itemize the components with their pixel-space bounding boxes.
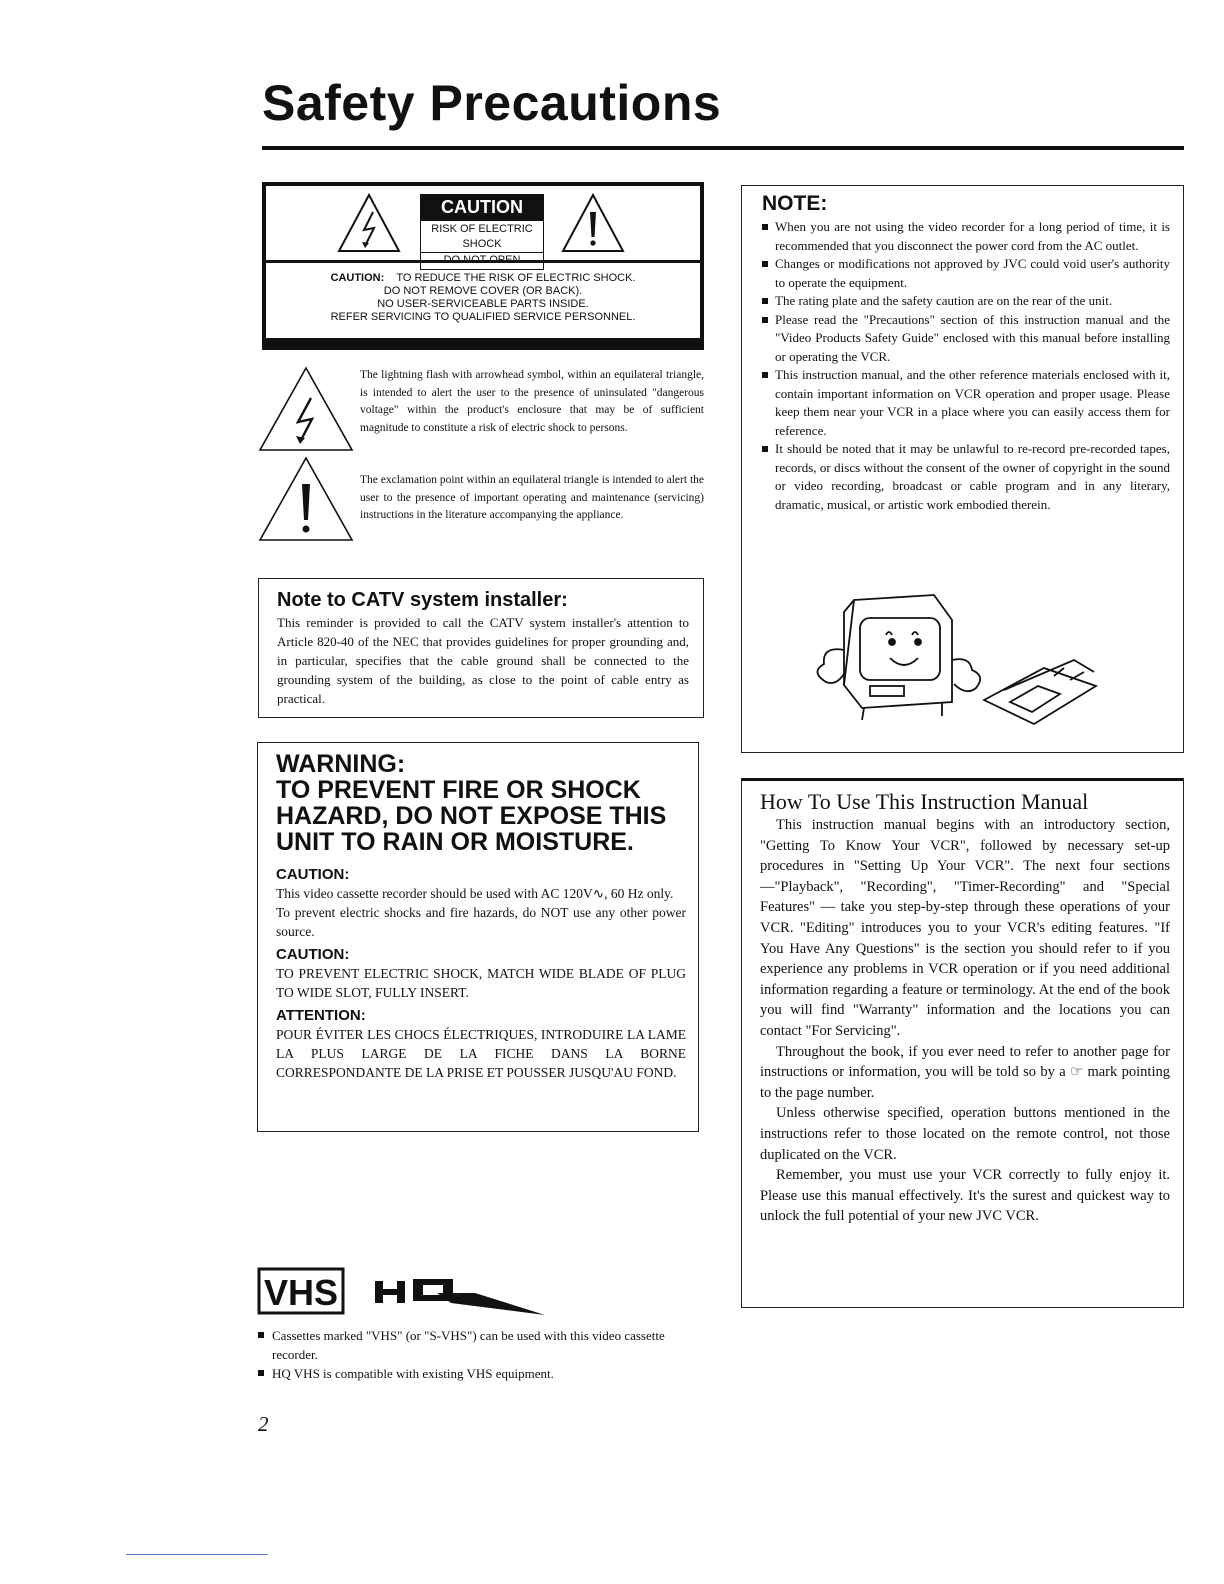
caution-heading: CAUTION:: [276, 866, 350, 883]
caution-divider: [266, 260, 700, 263]
bullet-item: Cassettes marked "VHS" (or "S-VHS") can be used with this video cassette recorder.: [258, 1326, 704, 1364]
warning-body: [276, 861, 686, 1082]
lightning-triangle-icon: [258, 366, 354, 452]
warning-line: TO PREVENT FIRE OR SHOCK: [276, 776, 641, 804]
howto-title: How To Use This Instruction Manual: [760, 789, 1089, 814]
caution-line: DO NOT REMOVE COVER (OR BACK).: [383, 285, 583, 297]
exclamation-triangle-icon: [258, 456, 354, 542]
page-title: Safety Precautions: [262, 75, 722, 131]
caution-line: TO REDUCE THE RISK OF ELECTRIC SHOCK.: [396, 272, 636, 284]
howto-box: [741, 778, 1184, 1308]
howto-body: [760, 815, 1170, 1227]
catv-text: This reminder is provided to call the CATV system installer's attention to Article 820-40 of the NEC that provides guidelines for proper grounding and, in particular, specifies that the cable ground shall be connected to the grounding system of the building, as close to the point of cable entry as practical.: [277, 615, 689, 706]
caution-sub-line: RISK OF ELECTRIC SHOCK: [421, 222, 543, 253]
tv-mascot-illustration: [814, 590, 1114, 740]
vhs-logo: [259, 1269, 343, 1313]
title-rule: [262, 146, 1184, 150]
pointing-hand-icon: ☞: [1070, 1064, 1084, 1081]
warning-line: WARNING:: [276, 750, 406, 778]
exclamation-symbol-text: The exclamation point within an equilateral triangle is intended to alert the user to the presence of important operating and maintenance (servicing) instructions in the literature accompanying the appliance.: [360, 474, 704, 521]
warning-heading: [276, 751, 666, 855]
howto-paragraph: Remember, you must use your VCR correctly to fully enjoy it. Please use this manual effectively. It's the surest and quickest way to unlock the full potential of your new JVC VCR.: [760, 1167, 1170, 1225]
caution-bottom-bar: [266, 338, 700, 346]
howto-paragraph: Unless otherwise specified, operation buttons mentioned in the instructions refer to those located on the remote control, not those duplicated on the VCR.: [760, 1105, 1170, 1163]
howto-text: Throughout the book, if you ever need to refer to another page for instructions or information, you will be told so by a: [760, 1043, 1170, 1081]
warning-line: HAZARD, DO NOT EXPOSE THIS: [276, 802, 667, 830]
warning-line: UNIT TO RAIN OR MOISTURE.: [276, 828, 634, 856]
hq-logo: [375, 1279, 545, 1315]
catv-note-box: [258, 578, 704, 718]
note-item: When you are not using the video recorder for a long period of time, it is recommended that you disconnect the power cord from the AC outlet.: [762, 218, 1170, 255]
page-number: 2: [258, 1412, 269, 1436]
note-box: [741, 185, 1184, 753]
caution-heading: CAUTION:: [276, 946, 350, 963]
note-item: Changes or modifications not approved by JVC could void user's authority to operate the equipment.: [762, 255, 1170, 292]
note-item: The rating plate and the safety caution are on the rear of the unit.: [762, 292, 1170, 311]
caution-paragraph: TO PREVENT ELECTRIC SHOCK, MATCH WIDE BLADE OF PLUG TO WIDE SLOT, FULLY INSERT.: [276, 966, 686, 1000]
caution-paragraph: This video cassette recorder should be used with AC 120V∿, 60 Hz only.: [276, 886, 674, 901]
lightning-symbol-text: The lightning flash with arrowhead symbol, within an equilateral triangle, is intended to alert the user to the presence of uninsulated "dangerous voltage" within the product's enclosure that may be of sufficient magnitude to constitute a risk of electric shock to persons.: [360, 369, 704, 434]
note-title: NOTE:: [762, 192, 828, 215]
caution-label: [262, 182, 704, 350]
warning-box: [257, 742, 699, 1132]
logo-row: [257, 1265, 557, 1326]
howto-paragraph: This instruction manual begins with an introductory section, "Getting To Know Your VCR", followed by necessary set-up procedures in "Setting Up Your VCR". The next four sections —"Playback", "Recording", "Timer-Recording" and "Special Features" — take you step-by-step through these operations of your VCR. "Editing" introduces you to your VCR's editing features. "If You Have Any Questions" is the section you should refer to if you experience any problems in VCR operation or if you need additional information regarding a feature or terminology. At the end of the book you will find "Warranty" information and the locations you can contact "For Servicing".: [760, 817, 1170, 1039]
howto-text: mark pointing to the page number.: [760, 1064, 1170, 1101]
note-item: This instruction manual, and the other reference materials enclosed with it, contain important information on VCR operation and proper usage. Please keep them near your VCR in a place where you can easily access them for reference.: [762, 366, 1170, 440]
caution-word: CAUTION: [420, 194, 544, 220]
attention-heading: ATTENTION:: [276, 1007, 366, 1024]
bottom-bullets: [258, 1326, 704, 1383]
bullet-item: HQ VHS is compatible with existing VHS equipment.: [258, 1364, 704, 1383]
howto-paragraph: [760, 1042, 1170, 1104]
catv-title: Note to CATV system installer:: [277, 589, 568, 611]
note-list: [762, 218, 1170, 514]
caution-lead: CAUTION:: [330, 272, 385, 284]
howto-top-bar: [742, 778, 1183, 781]
caution-line: NO USER-SERVICEABLE PARTS INSIDE.: [377, 298, 589, 310]
caution-line: REFER SERVICING TO QUALIFIED SERVICE PERSONNEL.: [330, 311, 636, 323]
lightning-triangle-icon: [336, 192, 402, 254]
vhs-hq-logos: [257, 1265, 557, 1321]
note-item: Please read the "Precautions" section of this instruction manual and the "Video Products Safety Guide" enclosed with this manual before installing or operating the VCR.: [762, 311, 1170, 367]
caution-paragraph: To prevent electric shocks and fire hazards, do NOT use any other power source.: [276, 905, 686, 939]
footer-line: [126, 1554, 268, 1555]
exclamation-triangle-icon: [560, 192, 626, 254]
note-item: It should be noted that it may be unlawful to re-record pre-recorded tapes, records, or discs without the consent of the owner of copyright in the sound or video recording, broadcast or cable program and in any literary, dramatic, musical, or artistic work embodied therein.: [762, 440, 1170, 514]
hq-logo-text: HQ: [457, 1295, 459, 1296]
caution-plate: [420, 194, 544, 270]
attention-paragraph: POUR ÉVITER LES CHOCS ÉLECTRIQUES, INTRODUIRE LA LAME LA PLUS LARGE DE LA FICHE DANS LA BORNE CORRESPONDANTE DE LA PRISE ET POUSSER JUSQU'AU FOND.: [276, 1027, 686, 1080]
caution-text: [266, 272, 700, 324]
vhs-logo-text: VHS: [263, 1272, 339, 1313]
